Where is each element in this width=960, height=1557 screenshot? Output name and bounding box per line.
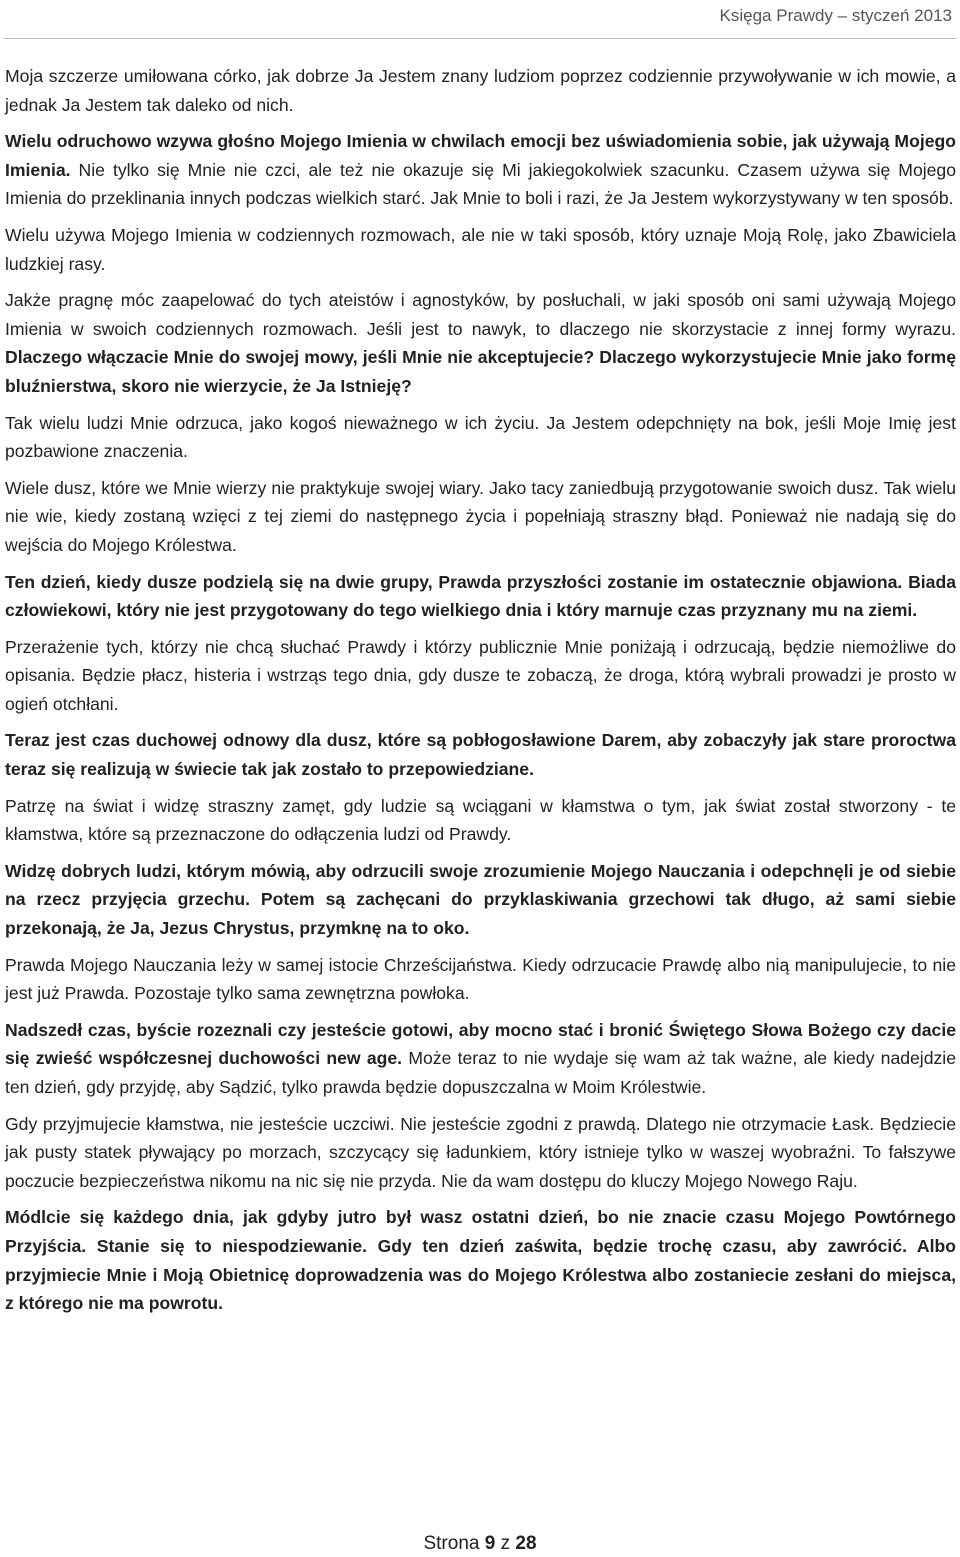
paragraph bbox=[5, 1110, 956, 1196]
running-header: Księga Prawdy – styczeń 2013 bbox=[719, 6, 952, 25]
page-number: 9 bbox=[484, 1533, 496, 1554]
text-run: Prawda Mojego Nauczania leży w samej istocie Chrześcijaństwa. Kiedy odrzucacie Prawdę albo nią manipulujecie, to nie jest już Prawda. Pozostaje tylko sama zewnętrzna powłoka. bbox=[5, 954, 956, 1004]
footer-prefix: Strona bbox=[423, 1533, 480, 1554]
page-total: 28 bbox=[515, 1533, 537, 1554]
paragraph bbox=[5, 127, 956, 213]
bold-text: Widzę dobrych ludzi, którym mówią, aby odrzucili swoje zrozumienie Mojego Nauczania i odepchnęli je od siebie na rzecz przyjęcia grzechu. Potem są zachęcani do przyklaskiwania grzechowi tak długo, aż sami siebie przekonają, że Ja, Jezus Chrystus, przymknę na to oko. bbox=[5, 860, 956, 939]
paragraph bbox=[5, 726, 956, 783]
header-divider bbox=[4, 38, 956, 39]
paragraph bbox=[5, 857, 956, 943]
paragraph bbox=[5, 1016, 956, 1102]
bold-text: Módlcie się każdego dnia, jak gdyby jutro był wasz ostatni dzień, bo nie znacie czasu Mojego Powtórnego Przyjścia. Stanie się to niespodziewanie. Gdy ten dzień zaświta, będzie trochę czasu, aby zawrócić. Albo przyjmiecie Mnie i Moją Obietnicę doprowadzenia was do Mojego Królestwa albo zostaniecie zesłani do miejsca, z którego nie ma powrotu. bbox=[5, 1207, 956, 1314]
text-run: Gdy przyjmujecie kłamstwa, nie jesteście uczciwi. Nie jesteście zgodni z prawdą. Dlatego nie otrzymacie Łask. Będziecie jak pusty statek pływający po morzach, szczycący się ładunkiem, który istnieje tylko w waszej wyobraźni. To fałszywe poczucie bezpieczeństwa nikomu na nic się nie przyda. Nie da wam dostępu do kluczy Mojego Nowego Raju. bbox=[5, 1113, 956, 1191]
paragraph bbox=[5, 1203, 956, 1317]
bold-text: Teraz jest czas duchowej odnowy dla dusz, które są pobłogosławione Darem, aby zobaczyły jak stare proroctwa teraz się realizują w świecie tak jak zostało to przepowiedziane. bbox=[5, 730, 956, 780]
paragraph bbox=[5, 409, 956, 466]
bold-text: Nadszedł czas, byście rozeznali czy jesteście gotowi, aby mocno stać i bronić Świętego Słowa Bożego czy dacie się zwieść współczesnej duchowości new age. bbox=[5, 1019, 956, 1069]
paragraph bbox=[5, 568, 956, 625]
paragraph bbox=[5, 286, 956, 400]
text-run: Wielu używa Mojego Imienia w codziennych rozmowach, ale nie w taki sposób, który uznaje Moją Rolę, jako Zbawiciela ludzkiej rasy. bbox=[5, 224, 956, 274]
text-run: Przerażenie tych, którzy nie chcą słuchać Prawdy i którzy publicznie Mnie poniżają i odrzucają, będzie niemożliwe do opisania. Będzie płacz, histeria i wstrząs tego dnia, gdy dusze te zobaczą, że droga, którą wybrali prowadzi je prosto w ogień otchłani. bbox=[5, 636, 956, 714]
text-run: Jakże pragnę móc zaapelować do tych ateistów i agnostyków, by posłuchali, w jaki sposób oni sami używają Mojego Imienia w swoich codziennych rozmowach. Jeśli jest to nawyk, to dlaczego nie skorzystacie z innej formy wyrazu. bbox=[5, 290, 956, 339]
page-footer bbox=[0, 1533, 960, 1555]
paragraph bbox=[5, 792, 956, 849]
bold-text: Ten dzień, kiedy dusze podzielą się na dwie grupy, Prawda przyszłości zostanie im ostatecznie objawiona. Biada człowiekowi, który nie jest przygotowany do tego wielkiego dnia i który marnuje czas przyznany mu na ziemi. bbox=[5, 571, 956, 621]
text-run: Patrzę na świat i widzę straszny zamęt, gdy ludzie są wciągani w kłamstwa o tym, jak świat został stworzony - te kłamstwa, które są przeznaczone do odłączenia ludzi od Prawdy. bbox=[5, 795, 956, 845]
footer-middle: z bbox=[500, 1533, 511, 1554]
text-run: Moja szczerze umiłowana córko, jak dobrze Ja Jestem znany ludziom poprzez codziennie przywoływanie w ich mowie, a jednak Ja Jestem tak daleko od nich. bbox=[5, 66, 956, 115]
bold-text: Wielu odruchowo wzywa głośno Mojego Imienia w chwilach emocji bez uświadomienia sobie, jak używają Mojego Imienia. bbox=[5, 131, 956, 180]
text-run: Wiele dusz, które we Mnie wierzy nie praktykuje swojej wiary. Jako tacy zaniedbują przygotowanie swoich dusz. Tak wielu nie wie, kiedy zostaną wzięci z tej ziemi do następnego życia i popełniają straszny błąd. Ponieważ nie nadają się do wejścia do Mojego Królestwa. bbox=[5, 477, 956, 555]
paragraph bbox=[5, 62, 956, 119]
document-body bbox=[5, 62, 956, 1326]
text-run: Nie tylko się Mnie nie czci, ale też nie okazuje się Mi jakiegokolwiek szacunku. Czasem używa się Mojego Imienia do przeklinania innych podczas wielkich starć. Jak Mnie to boli i razi, że Ja Jestem wykorzystywany w ten sposób. bbox=[5, 159, 956, 209]
bold-text: Dlaczego włączacie Mnie do swojej mowy, jeśli Mnie nie akceptujecie? Dlaczego wykorzystujecie Mnie jako formę bluźnierstwa, skoro nie wierzycie, że Ja Istnieję? bbox=[5, 347, 956, 396]
paragraph bbox=[5, 633, 956, 719]
text-run: Tak wielu ludzi Mnie odrzuca, jako kogoś nieważnego w ich życiu. Ja Jestem odepchnięty na bok, jeśli Moje Imię jest pozbawione znaczenia. bbox=[5, 412, 956, 462]
paragraph bbox=[5, 474, 956, 560]
paragraph bbox=[5, 951, 956, 1008]
text-run: Może teraz to nie wydaje się wam aż tak ważne, ale kiedy nadejdzie ten dzień, gdy przyjdę, aby Sądzić, tylko prawda będzie dopuszczalna w Moim Królestwie. bbox=[5, 1048, 956, 1097]
paragraph bbox=[5, 221, 956, 278]
